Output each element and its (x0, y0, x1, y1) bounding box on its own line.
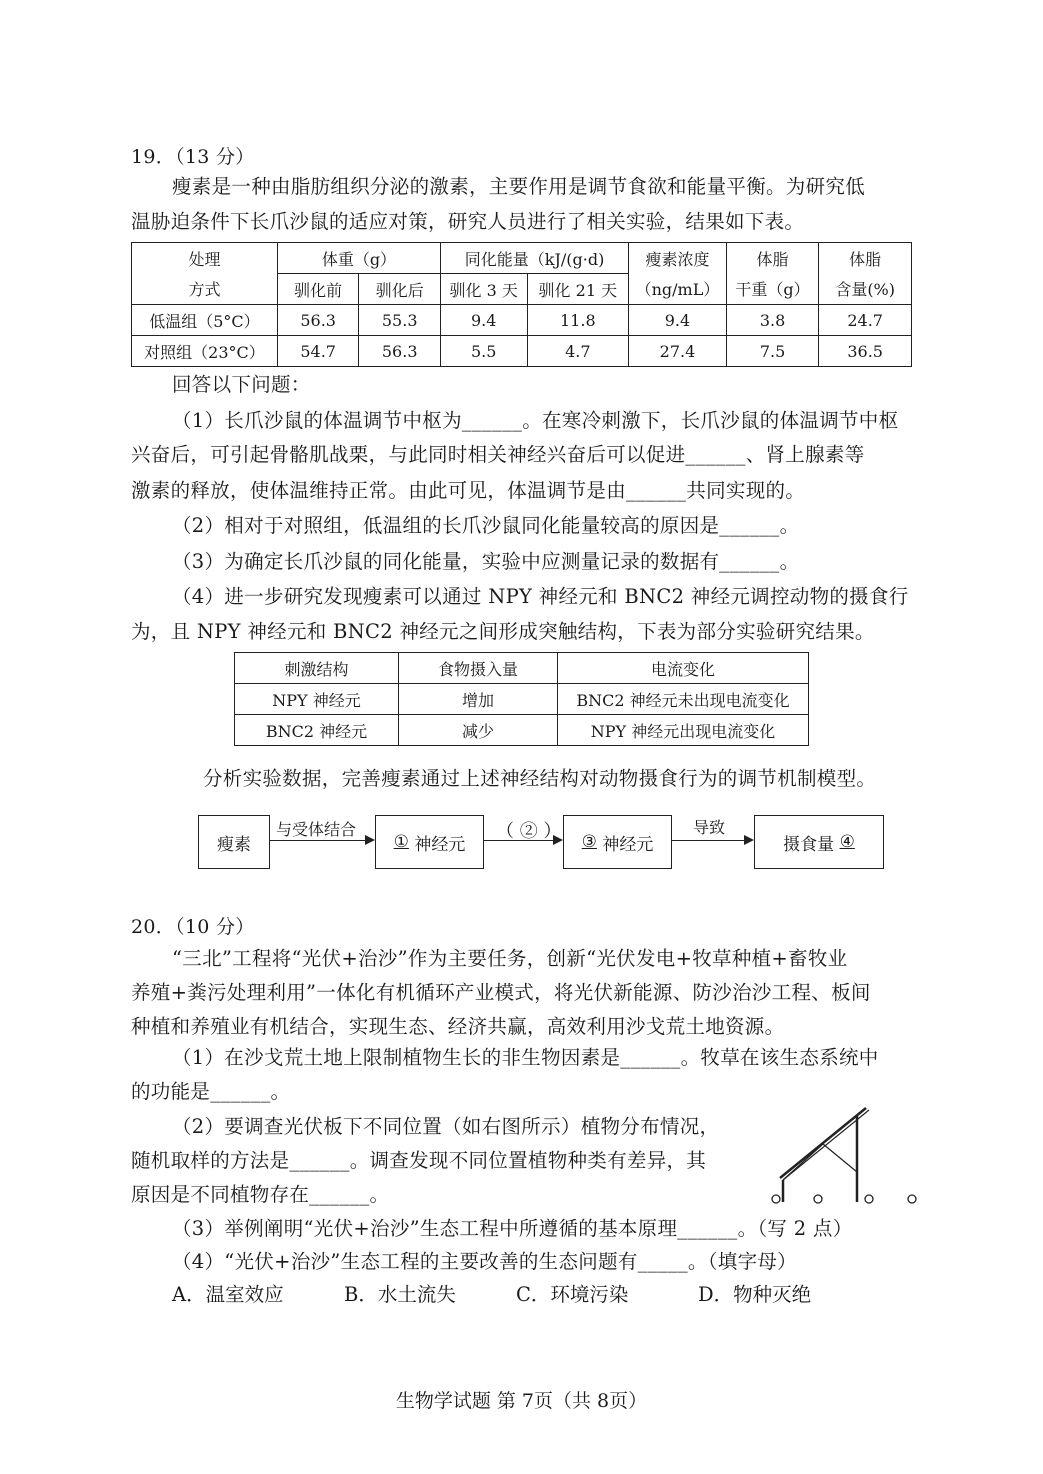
brace-2 (823, 1144, 857, 1172)
table-cell: 54.7 (277, 336, 359, 367)
table-cell: 增加 (399, 684, 558, 715)
q19-part1-line-2: 兴奋后，可引起骨骼肌战栗，与此同时相关神经兴奋后可以促进______、肾上腺素等 (131, 443, 865, 466)
page-footer: 生物学试题 第 7页（共 8页） (395, 1390, 648, 1412)
header-fat-content: 体脂 (819, 243, 912, 274)
model-arrow2-label: （ ② ） (496, 821, 562, 842)
blank-1: ① (393, 832, 409, 852)
header-fat-dry: 体脂 (726, 243, 819, 274)
table-cell: BNC2 神经元 (235, 715, 399, 746)
q20-part1-line-2: 的功能是______。 (131, 1080, 291, 1103)
q19-intro-line-1: 瘦素是一种由脂肪组织分泌的激素，主要作用是调节食欲和能量平衡。为研究低 (172, 175, 866, 198)
plot-position-3 (865, 1195, 873, 1203)
q19-data-table (131, 242, 912, 367)
table-cell: 9.4 (440, 305, 527, 336)
table-cell: BNC2 神经元未出现电流变化 (558, 684, 809, 715)
table-row (132, 305, 912, 336)
table-cell: 24.7 (819, 305, 912, 336)
plot-position-1 (772, 1195, 780, 1203)
model-arrow-2 (483, 840, 561, 841)
option-a: A．温室效应 (172, 1283, 284, 1306)
q19-answer-prompt: 回答以下问题： (172, 373, 311, 396)
header-treatment-2: 方式 (132, 274, 278, 305)
option-c: C．环境污染 (516, 1283, 629, 1306)
header-fat-content-2: 含量(%) (819, 274, 912, 305)
model-box-food-intake (754, 815, 884, 869)
q20-part4: （4）“光伏+治沙”生态工程的主要改善的生态问题有_____。（填字母） (172, 1250, 797, 1273)
table-cell: 9.4 (629, 305, 727, 336)
model-box-neuron-2 (563, 815, 672, 869)
table-cell: 4.7 (527, 336, 629, 367)
q19-analysis: 分析实验数据，完善瘦素通过上述神经结构对动物摄食行为的调节机制模型。 (203, 767, 877, 790)
table-cell: 27.4 (629, 336, 727, 367)
q19-part3: （3）为确定长爪沙鼠的同化能量，实验中应测量记录的数据有______。 (172, 550, 800, 573)
blank-3: ③ (581, 832, 597, 852)
row-label: 对照组（23°C） (132, 336, 278, 367)
q19-part2: （2）相对于对照组，低温组的长爪沙鼠同化能量较高的原因是______。 (172, 514, 800, 537)
table-cell: 55.3 (359, 305, 441, 336)
table-cell: NPY 神经元 (235, 684, 399, 715)
q20-intro-line-3: 种植和养殖业有机结合，实现生态、经济共赢，高效利用沙戈荒土地资源。 (131, 1015, 785, 1038)
header-body-weight: 体重（g） (277, 243, 440, 274)
subheader-day3: 驯化 3 天 (440, 274, 527, 305)
q20-intro-line-1: “三北”工程将“光伏+治沙”作为主要任务，创新“光伏发电+牧草种植+畜牧业 (172, 947, 848, 970)
header-leptin: 瘦素浓度 (629, 243, 727, 274)
q19-intro-line-2: 温胁迫条件下长爪沙鼠的适应对策，研究人员进行了相关实验，结果如下表。 (131, 210, 805, 233)
model-box-food-intake-label: 摄食量 (783, 834, 835, 855)
q19-part1-line-1: （1）长爪沙鼠的体温调节中枢为______。在寒冷刺激下，长爪沙鼠的体温调节中枢 (172, 409, 899, 432)
table-cell: 7.5 (726, 336, 819, 367)
header-leptin-2: （ng/mL） (629, 274, 727, 305)
q20-part2-line-2: 随机取样的方法是______。调查发现不同位置植物种类有差异，其 (131, 1149, 707, 1172)
table-cell: NPY 神经元出现电流变化 (558, 715, 809, 746)
header-stimulus: 刺激结构 (235, 653, 399, 684)
subheader-after: 驯化后 (359, 274, 441, 305)
model-box-leptin: 瘦素 (198, 815, 270, 869)
subheader-before: 驯化前 (277, 274, 359, 305)
model-box-neuron-1 (375, 815, 484, 869)
table-row (235, 684, 809, 715)
q20-intro-line-2: 养殖+粪污处理利用”一体化有机循环产业模式，将光伏新能源、防沙治沙工程、板间 (131, 981, 871, 1004)
q20-part1-line-1: （1）在沙戈荒土地上限制植物生长的非生物因素是______。牧草在该生态系统中 (172, 1046, 879, 1069)
header-assimilated-energy: 同化能量（kJ/(g·d) (440, 243, 628, 274)
table-cell: 56.3 (277, 305, 359, 336)
q20-part2-line-1: （2）要调查光伏板下不同位置（如右图所示）植物分布情况， (172, 1115, 720, 1138)
row-label: 低温组（5°C） (132, 305, 278, 336)
table-cell: 11.8 (527, 305, 629, 336)
brace-1 (783, 1144, 823, 1180)
table-row (132, 336, 912, 367)
model-arrow1-label: 与受体结合 (276, 820, 357, 839)
option-b: B．水土流失 (344, 1283, 456, 1306)
table-cell: 56.3 (359, 336, 441, 367)
header-treatment: 处理 (132, 243, 278, 274)
table-row (235, 715, 809, 746)
q20-part3: （3）举例阐明“光伏+治沙”生态工程中所遵循的基本原理______。（写 2 点） (172, 1217, 853, 1240)
table-cell: 3.8 (726, 305, 819, 336)
table-cell: 5.5 (440, 336, 527, 367)
q19-heading: 19．（13 分） (131, 146, 255, 168)
q19-part1-line-3: 激素的释放，使体温维持正常。由此可见，体温调节是由______共同实现的。 (131, 479, 806, 502)
q19-stimulus-table (234, 652, 809, 746)
plot-position-2 (814, 1195, 822, 1203)
header-fat-dry-2: 干重（g） (726, 274, 819, 305)
q19-part4-line-2: 为，且 NPY 神经元和 BNC2 神经元之间形成突触结构，下表为部分实验研究结果。 (131, 620, 875, 643)
plot-position-4 (908, 1195, 916, 1203)
subheader-day21: 驯化 21 天 (527, 274, 629, 305)
header-food-intake: 食物摄入量 (399, 653, 558, 684)
option-d: D．物种灭绝 (698, 1283, 812, 1306)
table-cell: 36.5 (819, 336, 912, 367)
q20-part2-line-3: 原因是不同植物存在______。 (131, 1183, 390, 1206)
q20-heading: 20．（10 分） (131, 916, 255, 938)
model-box-neuron-2-label: 神经元 (602, 834, 654, 855)
solar-panel-figure (768, 1100, 923, 1210)
panel-board (780, 1108, 866, 1178)
q19-part4-line-1: （4）进一步研究发现瘦素可以通过 NPY 神经元和 BNC2 神经元调控动物的摄食行 (172, 585, 909, 608)
table-cell: 减少 (399, 715, 558, 746)
model-arrow3-label: 导致 (693, 818, 726, 837)
model-arrow-3 (671, 840, 752, 841)
header-current-change: 电流变化 (558, 653, 809, 684)
model-box-neuron-1-label: 神经元 (414, 834, 466, 855)
blank-4: ④ (839, 832, 855, 852)
model-arrow-1 (269, 840, 373, 841)
